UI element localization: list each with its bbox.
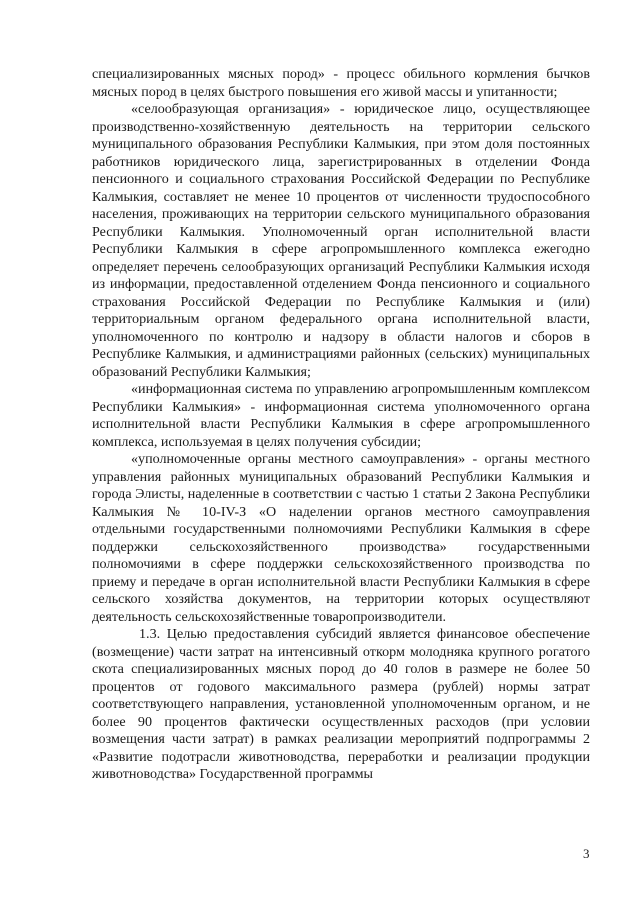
page-number: 3 xyxy=(583,846,590,861)
paragraph-village-forming-organization: «селообразующая организация» - юридическое лицо, осуществляющее производственно-хозяйственную деятельность на территории сельского муниципального образования Республики Калмыкия, при этом доля постоянных работников юридического лица, зарегистрированных в отделении Фонда пенсионного и социального страхования Российской Федерации по Республике Калмыкия, составляет не менее 10 процентов от численности трудоспособного населения, проживающих на территории сельского муниципального образования Республики Калмыкия. Уполномоченный орган исполнительной власти Республики Калмыкия в сфере агропромышленного комплекса ежегодно определяет перечень селообразующих организаций Республики Калмыкия исходя из информации, предоставленной отделением Фонда пенсионного и социального страхования Российской Федерации по Республике Калмыкия и (или) территориальным органом федерального органа исполнительной власти, уполномоченного по контролю и надзору в области налогов и сборов в Республике Калмыкия, и администрациями районных (сельских) муниципальных образований Республики Калмыкия; xyxy=(92,101,590,380)
paragraph-local-self-government-bodies: «уполномоченные органы местного самоуправления» - органы местного управления районных муниципальных образований Республики Калмыкия и города Элисты, наделенные в соответствии с частью 1 статьи 2 Закона Республики Калмыкия № 10-IV-З «О наделении органов местного самоуправления отдельными государственными полномочиями Республики Калмыкия в сфере поддержки сельскохозяйственного производства» государственными полномочиями в сфере поддержки сельскохозяйственного производства по приему и передаче в орган исполнительной власти Республики Калмыкия в сфере сельского хозяйства документов, на территории которых осуществляют деятельность сельскохозяйственные товаропроизводители. xyxy=(92,451,590,625)
paragraph-information-system: «информационная система по управлению агропромышленным комплексом Республики Калмыкия» - информационная система уполномоченного органа исполнительной власти Республики Калмыкия в сфере агропромышленного комплекса, используемая в целях получения субсидии; xyxy=(92,381,590,450)
paragraph-section-1-3: 1.3. Целью предоставления субсидий является финансовое обеспечение (возмещение) части затрат на интенсивный откорм молодняка крупного рогатого скота специализированных мясных пород до 40 голов в размере не более 50 процентов от годового максимального размера (рублей) нормы затрат соответствующего направления, установленной уполномоченным органом, и не более 90 процентов фактически осуществленных расходов (при условии возмещения части затрат) в рамках реализации мероприятий подпрограммы 2 «Развитие подотрасли животноводства, переработки и реализации продукции животноводства» Государственной программы xyxy=(92,626,590,782)
paragraph-fattening-definition-end: специализированных мясных пород» - процесс обильного кормления бычков мясных пород в целях быстрого повышения его живой массы и упитанности; xyxy=(92,66,590,100)
document-body xyxy=(92,66,590,784)
